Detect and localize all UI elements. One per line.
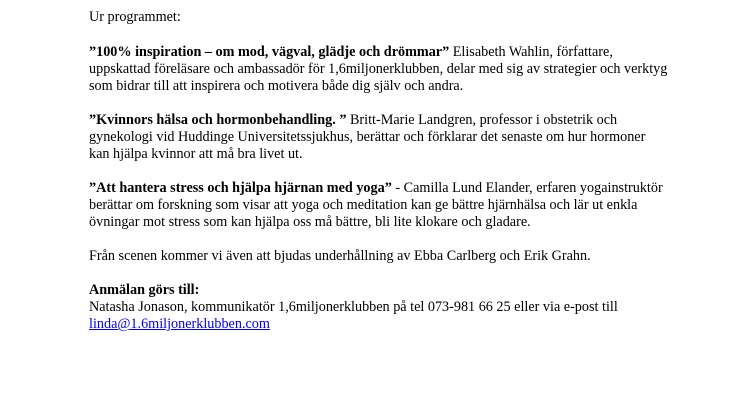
program-item-description: Britt-Marie Landgren, professor i obstetrik och gynekologi vid Huddinge Universitetssjukhus, berättar och förklarar det senaste om hur hormoner kan hjälpa kvinnor att må bra livet ut.	[89, 112, 646, 162]
program-item-description: Elisabeth Wahlin, författare, uppskattad föreläsare och ambassadör för 1,6miljonerklubben, delar med sig av strategier och verktyg som bidrar till att inspirera och motivera både dig själv och andra.	[89, 44, 668, 94]
registration-heading: Anmälan görs till:	[89, 282, 200, 298]
program-item-yoga	[89, 180, 669, 231]
program-item-inspiration	[89, 44, 669, 95]
document-page	[89, 9, 669, 350]
registration-block	[89, 282, 669, 333]
program-item-title: ”100% inspiration – om mod, vägval, glädje och drömmar”	[89, 44, 450, 60]
intro-text: Ur programmet:	[89, 9, 181, 25]
program-item-hormones	[89, 112, 669, 163]
entertainment-text: Från scenen kommer vi även att bjudas underhållning av Ebba Carlberg och Erik Grahn.	[89, 248, 591, 264]
program-item-title: ”Att hantera stress och hjälpa hjärnan med yoga”	[89, 180, 392, 196]
email-link[interactable]: linda@1.6miljonerklubben.com	[89, 316, 270, 332]
registration-contact: Natasha Jonason, kommunikatör 1,6miljonerklubben på tel 073-981 66 25 eller via e-post till	[89, 299, 618, 315]
program-item-title: ”Kvinnors hälsa och hormonbehandling. ”	[89, 112, 347, 128]
program-item-description: - Camilla Lund Elander, erfaren yogainstruktör berättar om forskning som visar att yoga och meditation kan ge bättre hjärnhälsa och lär ut enkla övningar mot stress som kan hjälpa oss må bättre, bli lite klokare och gladare.	[89, 180, 663, 230]
